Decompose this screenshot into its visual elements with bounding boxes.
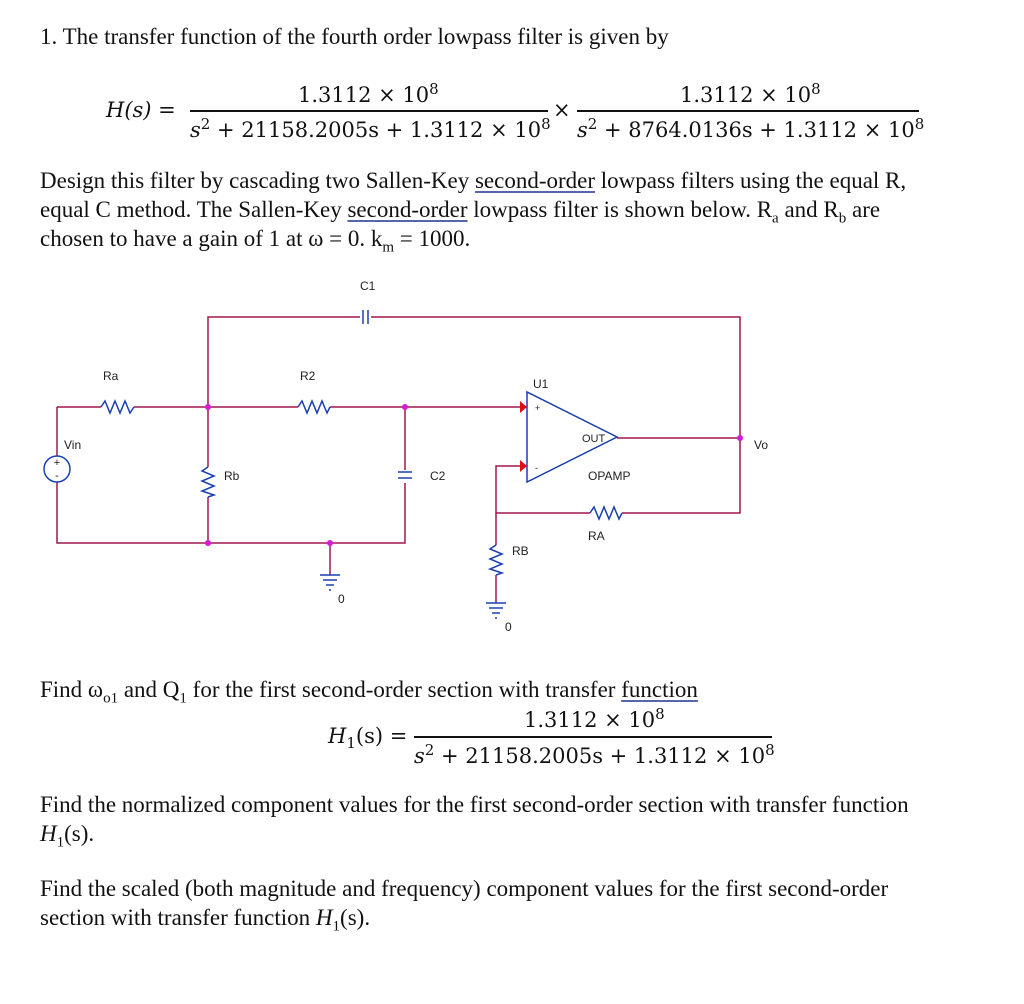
h1-denominator: $s^2 + 21158.2005s + 1.3112 \times 10^8$ (414, 741, 775, 768)
voltage-source-icon (44, 456, 70, 482)
label-vin: Vin (64, 438, 82, 452)
function-link[interactable]: function (621, 677, 698, 702)
design-line-1: Design this filter by cascading two Sallen-Key second-order lowpass filters using the equal R, (40, 168, 907, 193)
design-line-2: equal C method. The Sallen-Key second-order lowpass filter is shown below. $R_a$ and $R_b$ are (40, 197, 881, 227)
h-times-sign: × (553, 98, 571, 122)
find-scaled-line-1: Find the scaled (both magnitude and frequency) component values for the first second-order (40, 876, 889, 901)
h1-fraction-bar (414, 736, 772, 738)
h-denominator-2: $s^2 + 8764.0136s + 1.3112 \times 10^8$ (577, 115, 925, 142)
svg-text:OUT: OUT (582, 433, 606, 445)
h-lhs: H(s) = (106, 98, 176, 122)
h-fraction-bar-2 (577, 110, 919, 112)
second-order-link-1[interactable]: second-order (474, 168, 596, 193)
label-ground-1: 0 (338, 592, 345, 606)
second-order-link-2[interactable]: second-order (347, 197, 468, 222)
label-ra-feedback: RA (588, 529, 605, 543)
resistor-ra (101, 401, 134, 413)
h-denominator-1: $s^2 + 21158.2005s + 1.3112 \times 10^8$ (190, 115, 551, 142)
label-ra: Ra (103, 369, 119, 383)
input-arrow-plus (520, 401, 527, 413)
find-normalized-line-2: $H_1(s)$. (40, 821, 95, 851)
label-ground-2: 0 (505, 620, 512, 634)
label-c2: C2 (430, 469, 446, 483)
label-rb-feedback: RB (512, 544, 529, 558)
label-rb: Rb (224, 469, 240, 483)
find-scaled-line-2: section with transfer function $H_1(s)$. (40, 905, 371, 935)
h-numerator-1: $1.3112 \times 10^8$ (298, 80, 439, 107)
design-line-3: chosen to have a gain of 1 at ω = 0. $k_m = 1000$. (40, 226, 471, 256)
find-normalized-line-1: Find the normalized component values for the first second-order section with transfer function (40, 792, 909, 817)
input-arrow-minus (520, 460, 527, 472)
h1-numerator: $1.3112 \times 10^8$ (524, 705, 665, 732)
junction-nodes (205, 404, 743, 546)
label-r2: R2 (300, 369, 316, 383)
ground-icon-1 (320, 575, 340, 590)
capacitor-c1 (363, 310, 368, 324)
h1-lhs: $H_1(s)$ = (328, 724, 408, 753)
h-fraction-bar-1 (190, 110, 548, 112)
sallen-key-schematic (0, 270, 800, 640)
resistor-rb (202, 467, 214, 497)
label-c1: C1 (360, 279, 376, 293)
svg-text:+: + (53, 457, 61, 469)
resistor-r2 (298, 401, 330, 413)
label-opamp: OPAMP (588, 469, 631, 483)
label-vo: Vo (754, 438, 769, 452)
h-numerator-2: $1.3112 \times 10^8$ (680, 80, 821, 107)
label-u1: U1 (533, 377, 549, 391)
svg-text:-: - (55, 470, 59, 482)
svg-text:-: - (535, 463, 538, 473)
resistor-rb-feedback (490, 545, 502, 575)
capacitor-c2 (398, 472, 412, 478)
ground-icon-2 (486, 603, 506, 618)
find-omega-q-text: Find $\omega_{o1}$ and $Q_1$ for the first second-order section with transfer function (40, 677, 698, 707)
resistor-ra-feedback (590, 507, 622, 519)
svg-text:+: + (535, 403, 541, 413)
wires (57, 317, 740, 603)
question-text: 1. The transfer function of the fourth order lowpass filter is given by (40, 24, 669, 49)
